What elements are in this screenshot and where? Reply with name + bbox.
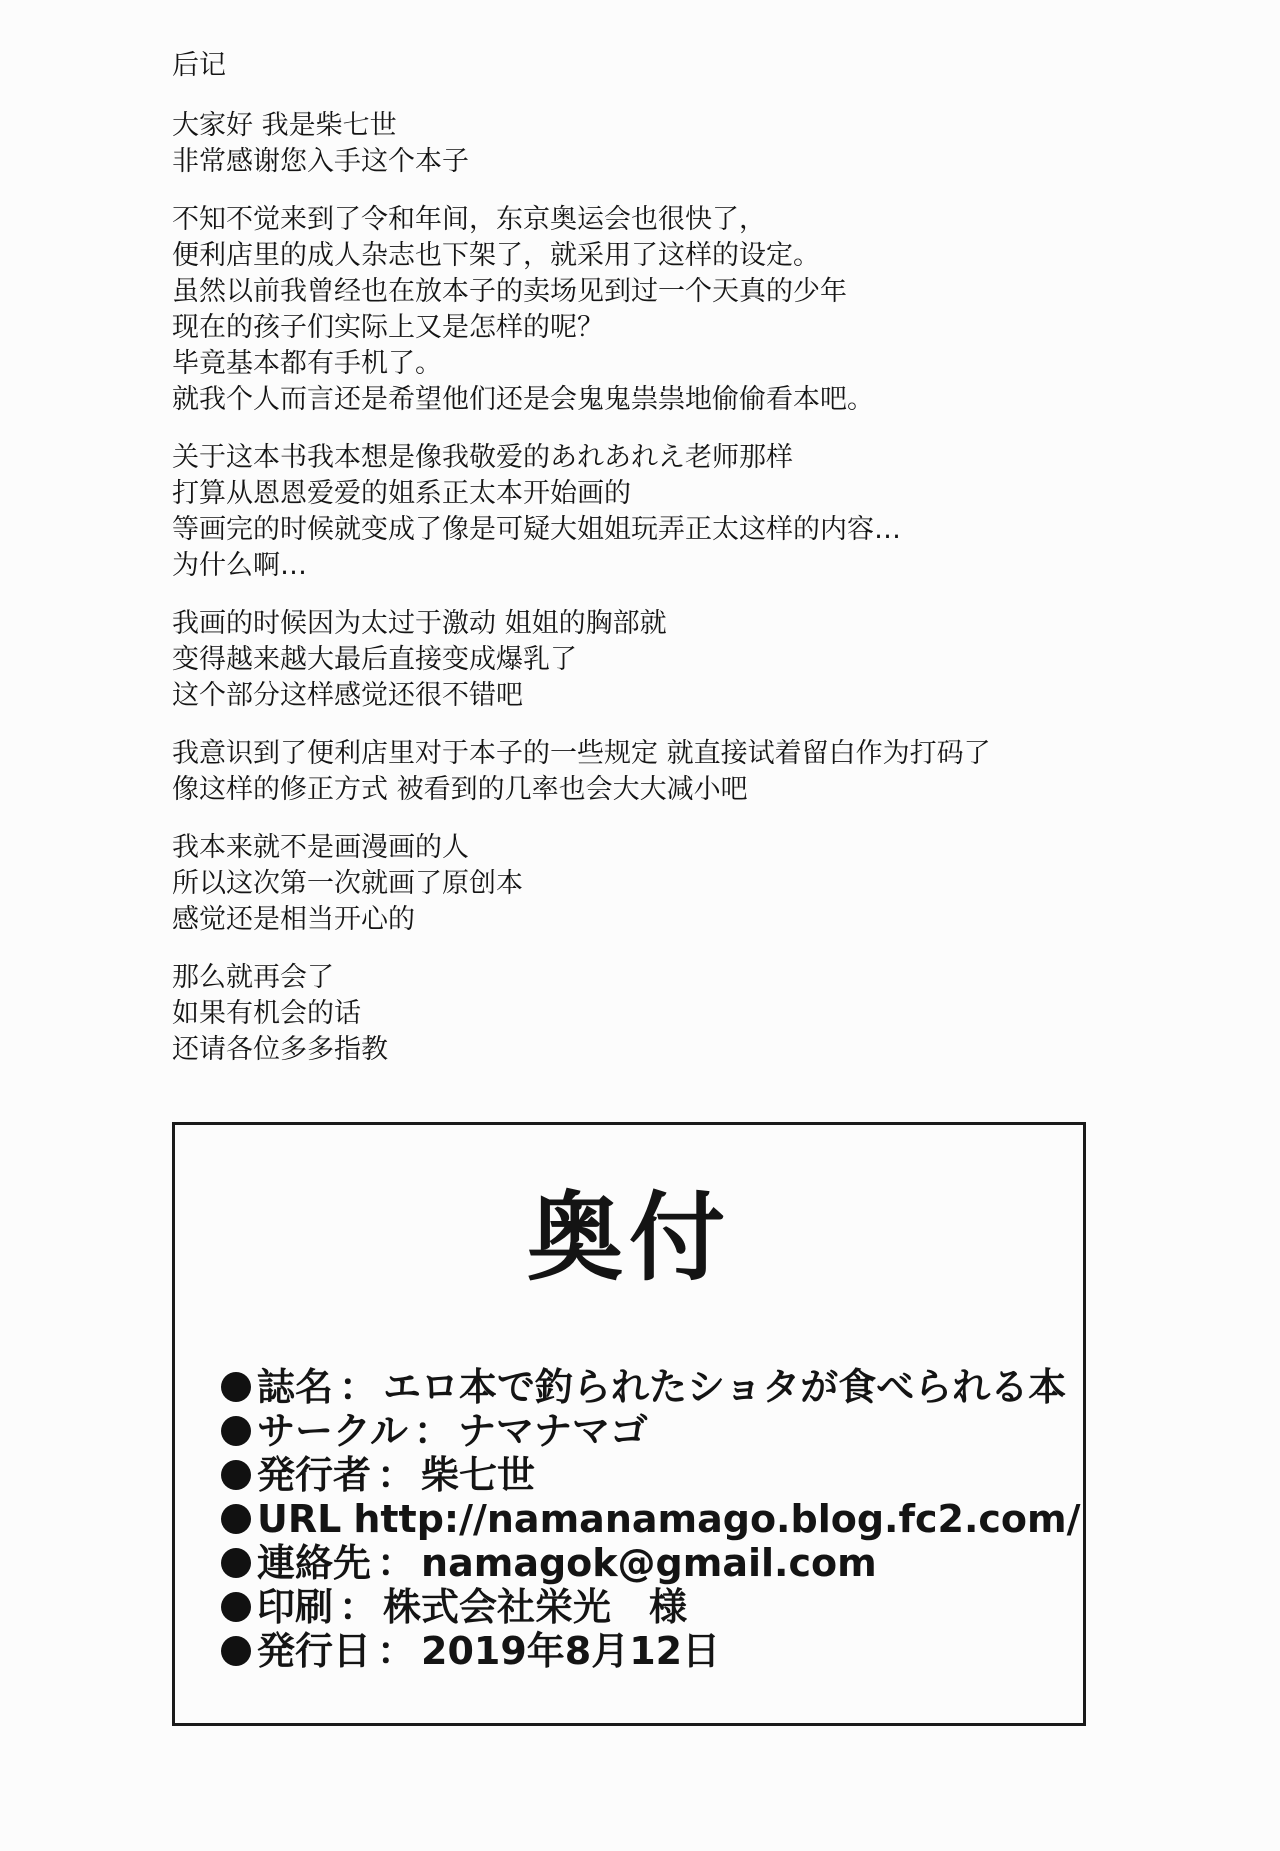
colophon-list xyxy=(221,1365,1081,1673)
bullet-icon xyxy=(221,1416,251,1446)
afterword-line: 关于这本书我本想是像我敬爱的あれあれえ老师那样 xyxy=(172,442,793,473)
afterword-line: 毕竟基本都有手机了。 xyxy=(172,348,442,379)
colophon-item-value: namagok@gmail.com xyxy=(421,1541,877,1585)
colophon-item xyxy=(221,1497,1081,1541)
afterword-line: 大家好 我是柴七世 xyxy=(172,110,397,141)
afterword-line: 我意识到了便利店里对于本子的一些规定 就直接试着留白作为打码了 xyxy=(172,738,991,769)
colophon-item-value: 株式会社栄光 様 xyxy=(383,1585,688,1629)
afterword-line: 变得越来越大最后直接变成爆乳了 xyxy=(172,644,577,675)
afterword-line: 就我个人而言还是希望他们还是会鬼鬼祟祟地偷偷看本吧。 xyxy=(172,384,874,415)
afterword-line: 我本来就不是画漫画的人 xyxy=(172,832,469,863)
afterword-paragraph xyxy=(172,202,1172,418)
afterword-line: 感觉还是相当开心的 xyxy=(172,904,415,935)
afterword-body xyxy=(172,108,1172,1068)
afterword-line: 还请各位多多指教 xyxy=(172,1034,388,1065)
bullet-icon xyxy=(221,1504,251,1534)
colophon-item xyxy=(221,1409,1071,1453)
afterword-paragraph xyxy=(172,440,1172,584)
afterword-line: 像这样的修正方式 被看到的几率也会大大减小吧 xyxy=(172,774,748,805)
colophon-item-separator: ： xyxy=(377,1629,416,1673)
afterword-section xyxy=(172,48,1172,1090)
colophon-heading: 奥付 xyxy=(527,1182,731,1294)
colophon-item-separator: ： xyxy=(339,1365,378,1409)
colophon-item-separator: ： xyxy=(377,1453,416,1497)
afterword-line: 等画完的时候就变成了像是可疑大姐姐玩弄正太这样的内容… xyxy=(172,514,901,545)
colophon-item-label: サークル xyxy=(257,1409,408,1453)
colophon-item-value: 柴七世 xyxy=(421,1453,536,1497)
colophon-item xyxy=(221,1365,1071,1409)
afterword-line: 所以这次第一次就画了原创本 xyxy=(172,868,523,899)
afterword-line: 便利店里的成人杂志也下架了，就采用了这样的设定。 xyxy=(172,240,820,271)
bullet-icon xyxy=(221,1372,251,1402)
colophon-item xyxy=(221,1453,1071,1497)
afterword-line: 现在的孩子们实际上又是怎样的呢？ xyxy=(172,312,604,343)
afterword-line: 为什么啊… xyxy=(172,550,307,581)
colophon-box xyxy=(172,1122,1086,1726)
colophon-item-label: URL xyxy=(257,1497,342,1541)
colophon-item xyxy=(221,1585,1071,1629)
bullet-icon xyxy=(221,1636,251,1666)
afterword-line: 不知不觉来到了令和年间，东京奥运会也很快了， xyxy=(172,204,766,235)
afterword-line: 那么就再会了 xyxy=(172,962,334,993)
colophon-item-label: 連絡先 xyxy=(257,1541,372,1585)
colophon-item-value: 2019年8月12日 xyxy=(421,1629,721,1673)
colophon-item-label: 発行日 xyxy=(257,1629,372,1673)
bullet-icon xyxy=(221,1592,251,1622)
afterword-line: 我画的时候因为太过于激动 姐姐的胸部就 xyxy=(172,608,667,639)
colophon-item-label: 発行者 xyxy=(257,1453,372,1497)
afterword-paragraph xyxy=(172,108,1172,180)
afterword-line: 打算从恩恩爱爱的姐系正太本开始画的 xyxy=(172,478,631,509)
colophon-item-value: ナマナマゴ xyxy=(457,1409,648,1453)
afterword-paragraph xyxy=(172,736,1172,808)
colophon-item-separator: ： xyxy=(339,1585,378,1629)
afterword-paragraph xyxy=(172,830,1172,938)
afterword-line: 非常感谢您入手这个本子 xyxy=(172,146,469,177)
afterword-line: 这个部分这样感觉还很不错吧 xyxy=(172,680,523,711)
colophon-item-separator: ： xyxy=(377,1541,416,1585)
colophon-item xyxy=(221,1541,1071,1585)
colophon-item xyxy=(221,1629,1071,1673)
colophon-item-label: 印刷 xyxy=(257,1585,334,1629)
bullet-icon xyxy=(221,1460,251,1490)
colophon-item-value: エロ本で釣られたショタが食べられる本 xyxy=(383,1365,1067,1409)
afterword-paragraph xyxy=(172,606,1172,714)
colophon-item-value: http://namanamago.blog.fc2.com/ xyxy=(353,1497,1081,1541)
colophon-item-separator: ： xyxy=(413,1409,452,1453)
bullet-icon xyxy=(221,1548,251,1578)
colophon-item-label: 誌名 xyxy=(257,1365,334,1409)
afterword-line: 如果有机会的话 xyxy=(172,998,361,1029)
afterword-title: 后记 xyxy=(172,50,226,81)
afterword-paragraph xyxy=(172,960,1172,1068)
afterword-line: 虽然以前我曾经也在放本子的卖场见到过一个天真的少年 xyxy=(172,276,847,307)
